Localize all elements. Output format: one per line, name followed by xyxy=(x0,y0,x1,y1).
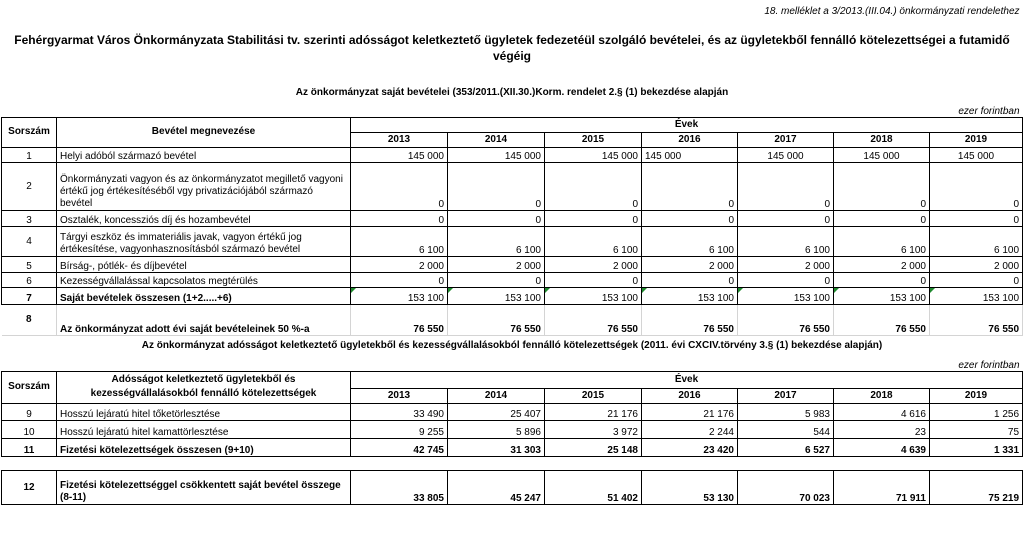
value-cell: 0 xyxy=(448,272,545,287)
row-number: 12 xyxy=(2,470,57,504)
value-cell: 75 219 xyxy=(930,470,1023,504)
value-cell: 145 000 xyxy=(448,147,545,162)
value-cell: 76 550 xyxy=(834,304,930,335)
value-cell: 145 000 xyxy=(738,147,834,162)
section1-title: Az önkormányzat saját bevételei (353/2011.(XII.30.)Korm. rendelet 2.§ (1) bekezdése alapján xyxy=(295,87,729,98)
value-cell: 1 256 xyxy=(930,403,1023,420)
year-header: 2014 xyxy=(448,388,545,403)
table-row xyxy=(2,304,1023,335)
value-cell: 0 xyxy=(545,210,642,226)
value-cell: 153 100 xyxy=(738,287,834,304)
value-cell: 25 407 xyxy=(448,403,545,420)
value-cell: 21 176 xyxy=(642,403,738,420)
row-number: 8 xyxy=(2,304,57,335)
value-cell: 0 xyxy=(448,162,545,210)
value-cell: 0 xyxy=(738,272,834,287)
value-cell: 2 000 xyxy=(448,256,545,272)
value-cell: 31 303 xyxy=(448,438,545,456)
section1-unit: ezer forintban xyxy=(958,105,1020,117)
value-cell: 5 983 xyxy=(738,403,834,420)
row-label: Önkormányzati vagyon és az önkormányzatot megillető vagyoni értékű jog értékesítéséből vgy privatizációjából származó bevétel xyxy=(57,162,351,210)
year-header: 2013 xyxy=(351,132,448,147)
spacer xyxy=(2,68,1023,82)
row-label: Bírság-, pótlék- és díjbevétel xyxy=(57,256,351,272)
value-cell: 71 911 xyxy=(834,470,930,504)
value-cell: 51 402 xyxy=(545,470,642,504)
value-cell: 2 000 xyxy=(834,256,930,272)
row-label: Osztalék, koncessziós díj és hozambevétel xyxy=(57,210,351,226)
row-number: 6 xyxy=(2,272,57,287)
row-label: Az önkormányzat adott évi saját bevételeinek 50 %-a xyxy=(57,304,351,335)
row-label: Kezességvállalással kapcsolatos megtérülés xyxy=(57,272,351,287)
value-cell: 76 550 xyxy=(448,304,545,335)
year-header: 2013 xyxy=(351,388,448,403)
value-cell: 153 100 xyxy=(834,287,930,304)
value-cell: 153 100 xyxy=(351,287,448,304)
year-header: 2019 xyxy=(930,132,1023,147)
value-cell: 6 100 xyxy=(834,226,930,256)
row-number: 3 xyxy=(2,210,57,226)
row-number: 4 xyxy=(2,226,57,256)
year-header: 2018 xyxy=(834,132,930,147)
value-cell: 33 805 xyxy=(351,470,448,504)
spacer xyxy=(2,456,1023,470)
value-cell: 33 490 xyxy=(351,403,448,420)
section2-unit: ezer forintban xyxy=(958,359,1020,371)
table-row xyxy=(2,287,1023,304)
value-cell: 6 100 xyxy=(930,226,1023,256)
value-cell: 2 244 xyxy=(642,420,738,438)
row-label: Fizetési kötelezettséggel csökkentett saját bevétel összege (8-11) xyxy=(57,470,351,504)
row-number: 5 xyxy=(2,256,57,272)
value-cell: 0 xyxy=(834,272,930,287)
table-row xyxy=(2,420,1023,438)
value-cell: 4 616 xyxy=(834,403,930,420)
value-cell: 0 xyxy=(642,162,738,210)
table-row xyxy=(2,438,1023,456)
year-header: 2016 xyxy=(642,388,738,403)
value-cell: 76 550 xyxy=(351,304,448,335)
value-cell: 76 550 xyxy=(642,304,738,335)
value-cell: 76 550 xyxy=(930,304,1023,335)
table-row xyxy=(2,226,1023,256)
year-header: 2016 xyxy=(642,132,738,147)
budget-sheet xyxy=(1,0,1023,505)
value-cell: 1 331 xyxy=(930,438,1023,456)
value-cell: 0 xyxy=(930,272,1023,287)
value-cell: 0 xyxy=(545,272,642,287)
value-cell: 6 100 xyxy=(351,226,448,256)
value-cell: 153 100 xyxy=(545,287,642,304)
row-number: 11 xyxy=(2,438,57,456)
value-cell: 42 745 xyxy=(351,438,448,456)
value-cell: 153 100 xyxy=(930,287,1023,304)
year-header: 2018 xyxy=(834,388,930,403)
value-cell: 145 000 xyxy=(930,147,1023,162)
row-label: Tárgyi eszköz és immateriális javak, vagyon értékű jog értékesítése, vagyonhasznosításból származó bevétel xyxy=(57,226,351,256)
value-cell: 544 xyxy=(738,420,834,438)
table-row xyxy=(2,272,1023,287)
value-cell: 75 xyxy=(930,420,1023,438)
value-cell: 6 100 xyxy=(448,226,545,256)
value-cell: 45 247 xyxy=(448,470,545,504)
years-header: Évek xyxy=(351,117,1023,132)
value-cell: 0 xyxy=(930,162,1023,210)
table-row xyxy=(2,403,1023,420)
value-cell: 0 xyxy=(930,210,1023,226)
year-header: 2015 xyxy=(545,132,642,147)
value-cell: 0 xyxy=(448,210,545,226)
value-cell: 145 000 xyxy=(351,147,448,162)
value-cell: 145 000 xyxy=(642,147,738,162)
main-title: Fehérgyarmat Város Önkormányzata Stabilitási tv. szerinti adósságot keletkeztető ügyletek fedezetéül szolgáló bevételei, és az ügyletekből fennálló kötelezettségei a futamidő végéig xyxy=(14,33,1010,63)
value-cell: 25 148 xyxy=(545,438,642,456)
value-cell: 21 176 xyxy=(545,403,642,420)
row-number: 1 xyxy=(2,147,57,162)
value-cell: 2 000 xyxy=(642,256,738,272)
value-cell: 6 100 xyxy=(642,226,738,256)
row-label: Hosszú lejáratú hitel tőketörlesztése xyxy=(57,403,351,420)
row-label: Fizetési kötelezettségek összesen (9+10) xyxy=(57,438,351,456)
row-number: 7 xyxy=(2,287,57,304)
value-cell: 0 xyxy=(738,162,834,210)
section2-title: Az önkormányzat adósságot keletkeztető ügyletekből és kezességvállalásokból fennálló kötelezettségek (2011. évi CXCIV.törvény 3.§ (1) bekezdése alapján) xyxy=(141,340,883,352)
value-cell: 5 896 xyxy=(448,420,545,438)
value-cell: 153 100 xyxy=(642,287,738,304)
value-cell: 3 972 xyxy=(545,420,642,438)
table-row xyxy=(2,256,1023,272)
value-cell: 53 130 xyxy=(642,470,738,504)
value-cell: 76 550 xyxy=(738,304,834,335)
value-cell: 23 420 xyxy=(642,438,738,456)
row-number: 2 xyxy=(2,162,57,210)
year-header: 2014 xyxy=(448,132,545,147)
value-cell: 6 527 xyxy=(738,438,834,456)
value-cell: 2 000 xyxy=(545,256,642,272)
revenue-name-header: Bevétel megnevezése xyxy=(57,117,351,147)
value-cell: 4 639 xyxy=(834,438,930,456)
annex-reference: 18. melléklet a 3/2013.(III.04.) önkormányzati rendelethez xyxy=(764,6,1020,17)
liability-name-header: Adósságot keletkeztető ügyletekből és kezességvállalásokból fennálló kötelezettségek xyxy=(57,371,351,403)
year-header: 2017 xyxy=(738,132,834,147)
value-cell: 2 000 xyxy=(351,256,448,272)
table-row xyxy=(2,470,1023,504)
value-cell: 2 000 xyxy=(930,256,1023,272)
year-header: 2017 xyxy=(738,388,834,403)
value-cell: 0 xyxy=(351,162,448,210)
row-label: Helyi adóból származó bevétel xyxy=(57,147,351,162)
table-row xyxy=(2,162,1023,210)
year-header: 2015 xyxy=(545,388,642,403)
table-row xyxy=(2,147,1023,162)
value-cell: 145 000 xyxy=(834,147,930,162)
sorszam-header: Sorszám xyxy=(2,371,57,403)
value-cell: 70 023 xyxy=(738,470,834,504)
row-number: 9 xyxy=(2,403,57,420)
value-cell: 0 xyxy=(642,272,738,287)
value-cell: 0 xyxy=(738,210,834,226)
sorszam-header: Sorszám xyxy=(2,117,57,147)
value-cell: 0 xyxy=(545,162,642,210)
value-cell: 0 xyxy=(642,210,738,226)
value-cell: 9 255 xyxy=(351,420,448,438)
value-cell: 0 xyxy=(834,210,930,226)
years-header: Évek xyxy=(351,371,1023,388)
value-cell: 6 100 xyxy=(545,226,642,256)
value-cell: 2 000 xyxy=(738,256,834,272)
spacer xyxy=(2,17,1023,28)
year-header: 2019 xyxy=(930,388,1023,403)
value-cell: 145 000 xyxy=(545,147,642,162)
row-label: Hosszú lejáratú hitel kamattörlesztése xyxy=(57,420,351,438)
value-cell: 0 xyxy=(834,162,930,210)
row-number: 10 xyxy=(2,420,57,438)
table-row xyxy=(2,210,1023,226)
value-cell: 6 100 xyxy=(738,226,834,256)
value-cell: 153 100 xyxy=(448,287,545,304)
value-cell: 76 550 xyxy=(545,304,642,335)
row-label: Saját bevételek összesen (1+2.....+6) xyxy=(57,287,351,304)
value-cell: 23 xyxy=(834,420,930,438)
value-cell: 0 xyxy=(351,210,448,226)
value-cell: 0 xyxy=(351,272,448,287)
